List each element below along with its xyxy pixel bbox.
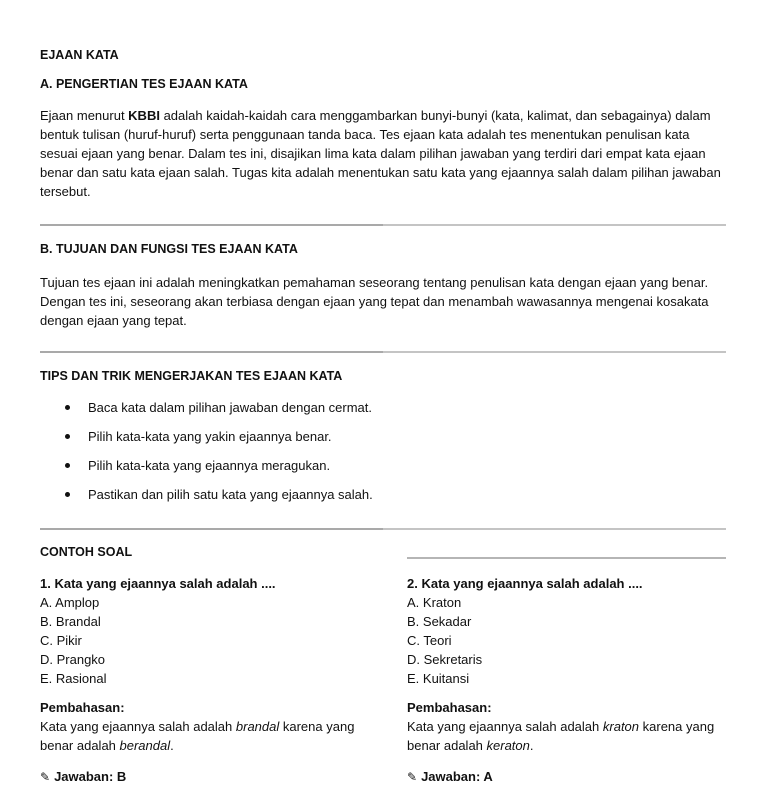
divider bbox=[40, 528, 726, 530]
pencil-icon: ✎ bbox=[407, 770, 418, 784]
text: adalah kaidah-kaidah cara menggambarkan bunyi-bunyi (kata, kalimat, dan sebagainya) dalam bentuk tulisan (huruf-huruf) serta penggunaan tanda baca. Tes ejaan kata adalah tes menentukan penulisan kata sesuai ejaan yang benar. Dalam tes ini, disajikan lima kata dalam pilihan jawaban yang terdiri dari empat kata ejaan benar dan satu kata ejaan salah. Tugas kita adalah menentukan satu kata yang ejaannya salah dalam pilihan jawaban tersebut. bbox=[40, 108, 721, 199]
wrong-word: brandal bbox=[235, 719, 280, 734]
question-2 bbox=[407, 574, 737, 787]
section-b-heading: B. TUJUAN DAN FUNGSI TES EJAAN KATA bbox=[40, 242, 298, 256]
divider bbox=[407, 557, 726, 559]
answer-text: Jawaban: B bbox=[54, 769, 127, 784]
wrong-word: kraton bbox=[602, 719, 640, 734]
correct-word: berandal bbox=[119, 738, 171, 753]
option: D. Prangko bbox=[40, 652, 106, 667]
discussion-label: Pembahasan: bbox=[40, 700, 125, 715]
text: . bbox=[529, 738, 534, 753]
kbbi-bold: KBBI bbox=[128, 108, 160, 123]
examples-heading: CONTOH SOAL bbox=[40, 545, 133, 559]
option: A. Amplop bbox=[40, 595, 100, 610]
option: C. Teori bbox=[407, 633, 452, 648]
text: karena yang benar adalah bbox=[407, 719, 715, 753]
discussion-text bbox=[40, 717, 370, 755]
option: B. Sekadar bbox=[407, 614, 472, 629]
section-b-paragraph: Tujuan tes ejaan ini adalah meningkatkan pemahaman seseorang tentang penulisan kata dengan ejaan yang benar. Dengan tes ini, seseorang akan terbiasa dengan ejaan yang tepat dan menambah wawasannya mengenai kosakata dengan ejaan yang tepat. bbox=[40, 275, 709, 328]
tips-list bbox=[40, 398, 730, 514]
tips-heading: TIPS DAN TRIK MENGERJAKAN TES EJAAN KATA bbox=[40, 369, 343, 383]
answer bbox=[407, 767, 737, 787]
section-a-paragraph bbox=[40, 106, 730, 201]
answer bbox=[40, 767, 370, 787]
question-text: 1. Kata yang ejaannya salah adalah .... bbox=[40, 576, 276, 591]
text: karena yang benar adalah bbox=[40, 719, 355, 753]
correct-word: keraton bbox=[486, 738, 530, 753]
list-item: Pastikan dan pilih satu kata yang ejaannya salah. bbox=[40, 485, 730, 514]
divider bbox=[40, 351, 726, 353]
option: A. Kraton bbox=[407, 595, 462, 610]
discussion-label: Pembahasan: bbox=[407, 700, 492, 715]
list-item: Pilih kata-kata yang ejaannya meragukan. bbox=[40, 456, 730, 485]
page-title: EJAAN KATA bbox=[40, 48, 119, 62]
option: E. Kuitansi bbox=[407, 671, 470, 686]
divider bbox=[40, 224, 726, 226]
option: B. Brandal bbox=[40, 614, 101, 629]
question-1 bbox=[40, 574, 370, 787]
question-text: 2. Kata yang ejaannya salah adalah .... bbox=[407, 576, 643, 591]
text: Kata yang ejaannya salah adalah bbox=[40, 719, 236, 734]
list-item: Pilih kata-kata yang yakin ejaannya benar. bbox=[40, 427, 730, 456]
option: D. Sekretaris bbox=[407, 652, 483, 667]
text: Kata yang ejaannya salah adalah bbox=[407, 719, 603, 734]
option: E. Rasional bbox=[40, 671, 107, 686]
pencil-icon: ✎ bbox=[40, 770, 51, 784]
discussion-text bbox=[407, 717, 737, 755]
list-item: Baca kata dalam pilihan jawaban dengan cermat. bbox=[40, 398, 730, 427]
text: Ejaan menurut bbox=[40, 108, 129, 123]
answer-text: Jawaban: A bbox=[421, 769, 493, 784]
option: C. Pikir bbox=[40, 633, 82, 648]
text: . bbox=[170, 738, 174, 753]
section-a-heading: A. PENGERTIAN TES EJAAN KATA bbox=[40, 77, 248, 91]
